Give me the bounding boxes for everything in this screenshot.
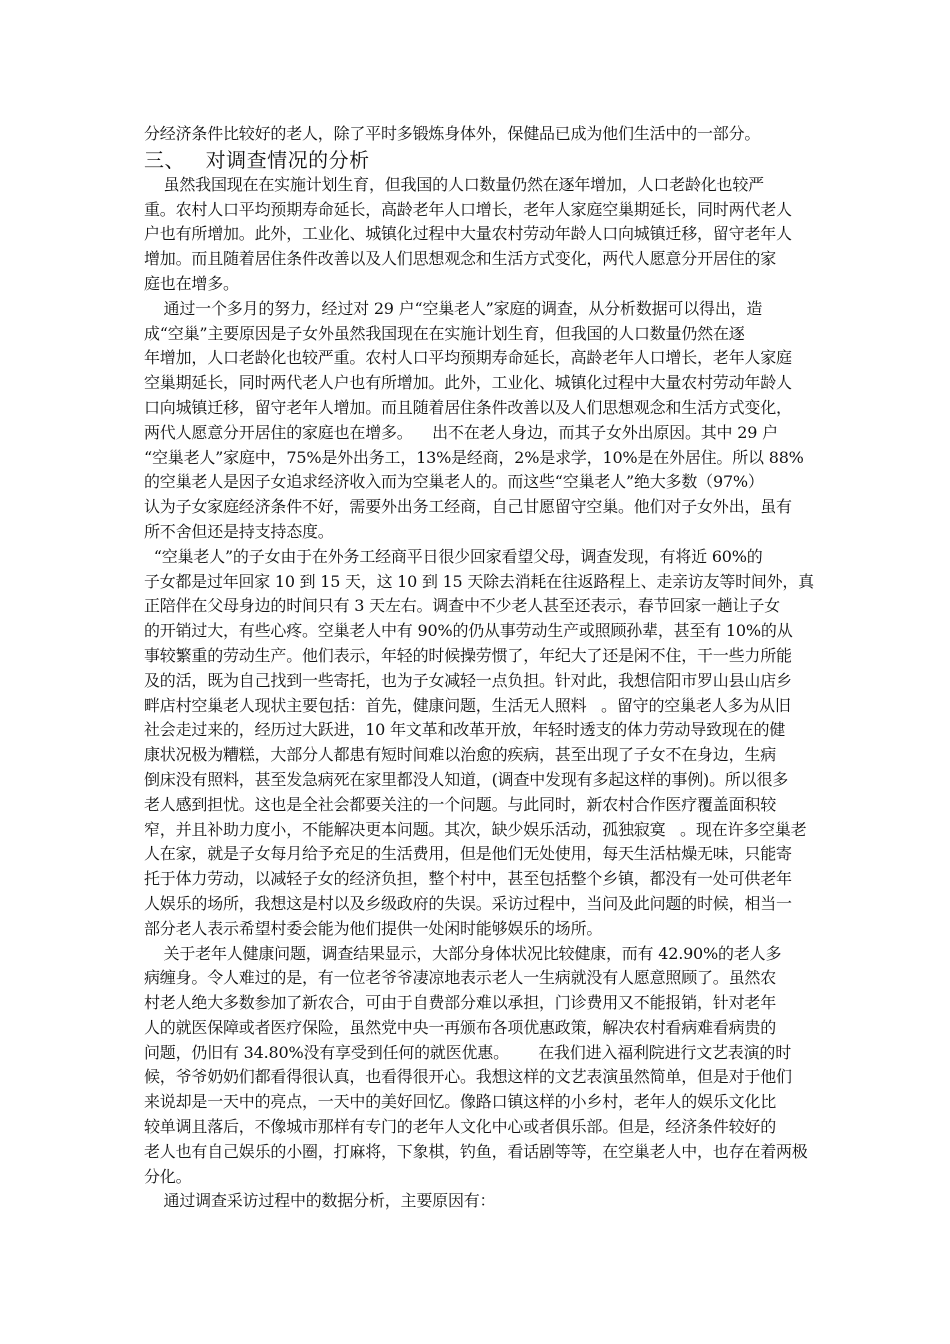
text-line: 年增加，人口老龄化也较严重。农村人口平均预期寿命延长，高龄老年人口增长，老年人家庭	[144, 348, 792, 368]
text-line: 空巢期延长，同时两代老人户也有所增加。此外，工业化、城镇化过程中大量农村劳动年龄人	[144, 373, 792, 393]
text-line: 部分老人表示希望村委会能为他们提供一处闲时能够娱乐的场所。	[144, 918, 603, 938]
text-line: 口向城镇迁移，留守老年人增加。而且随着居住条件改善以及人们思想观念和生活方式变化，	[144, 397, 792, 417]
text-line: 分经济条件比较好的老人，除了平时多锻炼身体外，保健品已成为他们生活中的一部分。	[144, 124, 761, 143]
text-line: 老人感到担忧。这也是全社会都要关注的一个问题。与此同时，新农村合作医疗覆盖面积较	[144, 794, 777, 814]
text-line: 及的活，既为自己找到一些寄托，也为子女减轻一点负担。针对此，我想信阳市罗山县山店乡	[144, 670, 792, 690]
body-text	[144, 173, 814, 1214]
text-line: 倒床没有照料，甚至发急病死在家里都没人知道，(调查中发现有多起这样的事例)。所以很多	[144, 769, 789, 789]
text-line: 窄，并且补助力度小，不能解决更本问题。其次，缺少娱乐活动，孤独寂寞 。现在许多空巢老	[144, 819, 807, 839]
text-line: 分化。	[144, 1166, 192, 1186]
text-line: 通过一个多月的努力，经过对 29 户“空巢老人”家庭的调查，从分析数据可以得出，造	[144, 298, 763, 318]
text-line: 问题，仍旧有 34.80%没有享受到任何的就医优惠。 在我们进入福利院进行文艺表演的时	[144, 1042, 792, 1062]
text-line: 病缠身。令人难过的是，有一位老爷爷凄凉地表示老人一生病就没有人愿意照顾了。虽然农	[144, 968, 777, 988]
text-line: 子女都是过年回家 10 到 15 天，这 10 到 15 天除去消耗在往返路程上、走亲访友等时间外，真	[144, 571, 814, 591]
text-line: 认为子女家庭经济条件不好，需要外出务工经商，自己甘愿留守空巢。他们对子女外出，虽有	[144, 497, 792, 517]
text-line: 候，爷爷奶奶们都看得很认真，也看得很开心。我想这样的文艺表演虽然简单，但是对于他们	[144, 1067, 792, 1087]
text-line: 成“空巢”主要原因是子女外虽然我国现在在实施计划生育，但我国的人口数量仍然在逐	[144, 323, 745, 343]
text-line: 通过调查采访过程中的数据分析，主要原因有：	[144, 1191, 496, 1211]
text-line: 人在家，就是子女每月给予充足的生活费用，但是他们无处使用，每天生活枯燥无味，只能寄	[144, 844, 792, 864]
text-line: 虽然我国现在在实施计划生育，但我国的人口数量仍然在逐年增加，人口老龄化也较严	[144, 174, 764, 194]
text-line: 老人也有自己娱乐的小圈，打麻将，下象棋，钓鱼，看话剧等等，在空巢老人中，也存在着两极	[144, 1141, 808, 1161]
text-line: 托于体力劳动，以减轻子女的经济负担，整个村中，甚至包括整个乡镇，都没有一处可供老年	[144, 869, 792, 889]
text-line: 户也有所增加。此外，工业化、城镇化过程中大量农村劳动年龄人口向城镇迁移，留守老年人	[144, 224, 792, 244]
text-line: 庭也在增多。	[144, 273, 239, 293]
text-line: 所不舍但还是持支持态度。	[144, 521, 334, 541]
text-line: 来说却是一天中的亮点，一天中的美好回忆。像路口镇这样的小乡村，老年人的娱乐文化比	[144, 1092, 777, 1112]
text-line: 人的就医保障或者医疗保险，虽然党中央一再颁布各项优惠政策，解决农村看病难看病贵的	[144, 1017, 777, 1037]
section-heading: 三、 对调查情况的分析	[144, 147, 370, 172]
text-line: “空巢老人”的子女由于在外务工经商平日很少回家看望父母，调查发现，有将近 60%的	[144, 546, 763, 566]
text-line: 较单调且落后，不像城市那样有专门的老年人文化中心或者俱乐部。但是，经济条件较好的	[144, 1117, 777, 1137]
text-line: 事较繁重的劳动生产。他们表示，年轻的时候操劳惯了，年纪大了还是闲不住，干一些力所能	[144, 645, 792, 665]
text-line: 关于老年人健康问题，调查结果显示，大部分身体状况比较健康，而有 42.90%的老人多	[144, 943, 782, 963]
text-line: 康状况极为糟糕，大部分人都患有短时间难以治愈的疾病，甚至出现了子女不在身边，生病	[144, 745, 777, 765]
text-line: “空巢老人”家庭中，75%是外出务工，13%是经商，2%是求学，10%是在外居住。所以 88%	[144, 447, 804, 467]
text-line: 的空巢老人是因子女追求经济收入而为空巢老人的。而这些“空巢老人”绝大多数（97%）	[144, 472, 764, 492]
text-line: 增加。而且随着居住条件改善以及人们思想观念和生活方式变化，两代人愿意分开居住的家	[144, 249, 777, 269]
document-page	[144, 122, 814, 1214]
text-line: 正陪伴在父母身边的时间只有 3 天左右。调查中不少老人甚至还表示，春节回家一趟让子女	[144, 596, 780, 616]
text-line: 的开销过大，有些心疼。空巢老人中有 90%的仍从事劳动生产或照顾孙辈，甚至有 10%的从	[144, 621, 793, 641]
text-line: 村老人绝大多数参加了新农合，可由于自费部分难以承担，门诊费用又不能报销，针对老年	[144, 993, 777, 1013]
text-line: 两代人愿意分开居住的家庭也在增多。 出不在老人身边，而其子女外出原因。其中 29 户	[144, 422, 778, 442]
text-line: 人娱乐的场所，我想这是村以及乡级政府的失误。采访过程中，当问及此问题的时候，相当一	[144, 893, 792, 913]
text-line: 重。农村人口平均预期寿命延长，高龄老年人口增长，老年人家庭空巢期延长，同时两代老人	[144, 199, 792, 219]
text-line: 畔店村空巢老人现状主要包括：首先，健康问题，生活无人照料 。留守的空巢老人多为从旧	[144, 695, 791, 715]
text-line: 社会走过来的，经历过大跃进，10 年文革和改革开放，年轻时透支的体力劳动导致现在的健	[144, 720, 786, 740]
